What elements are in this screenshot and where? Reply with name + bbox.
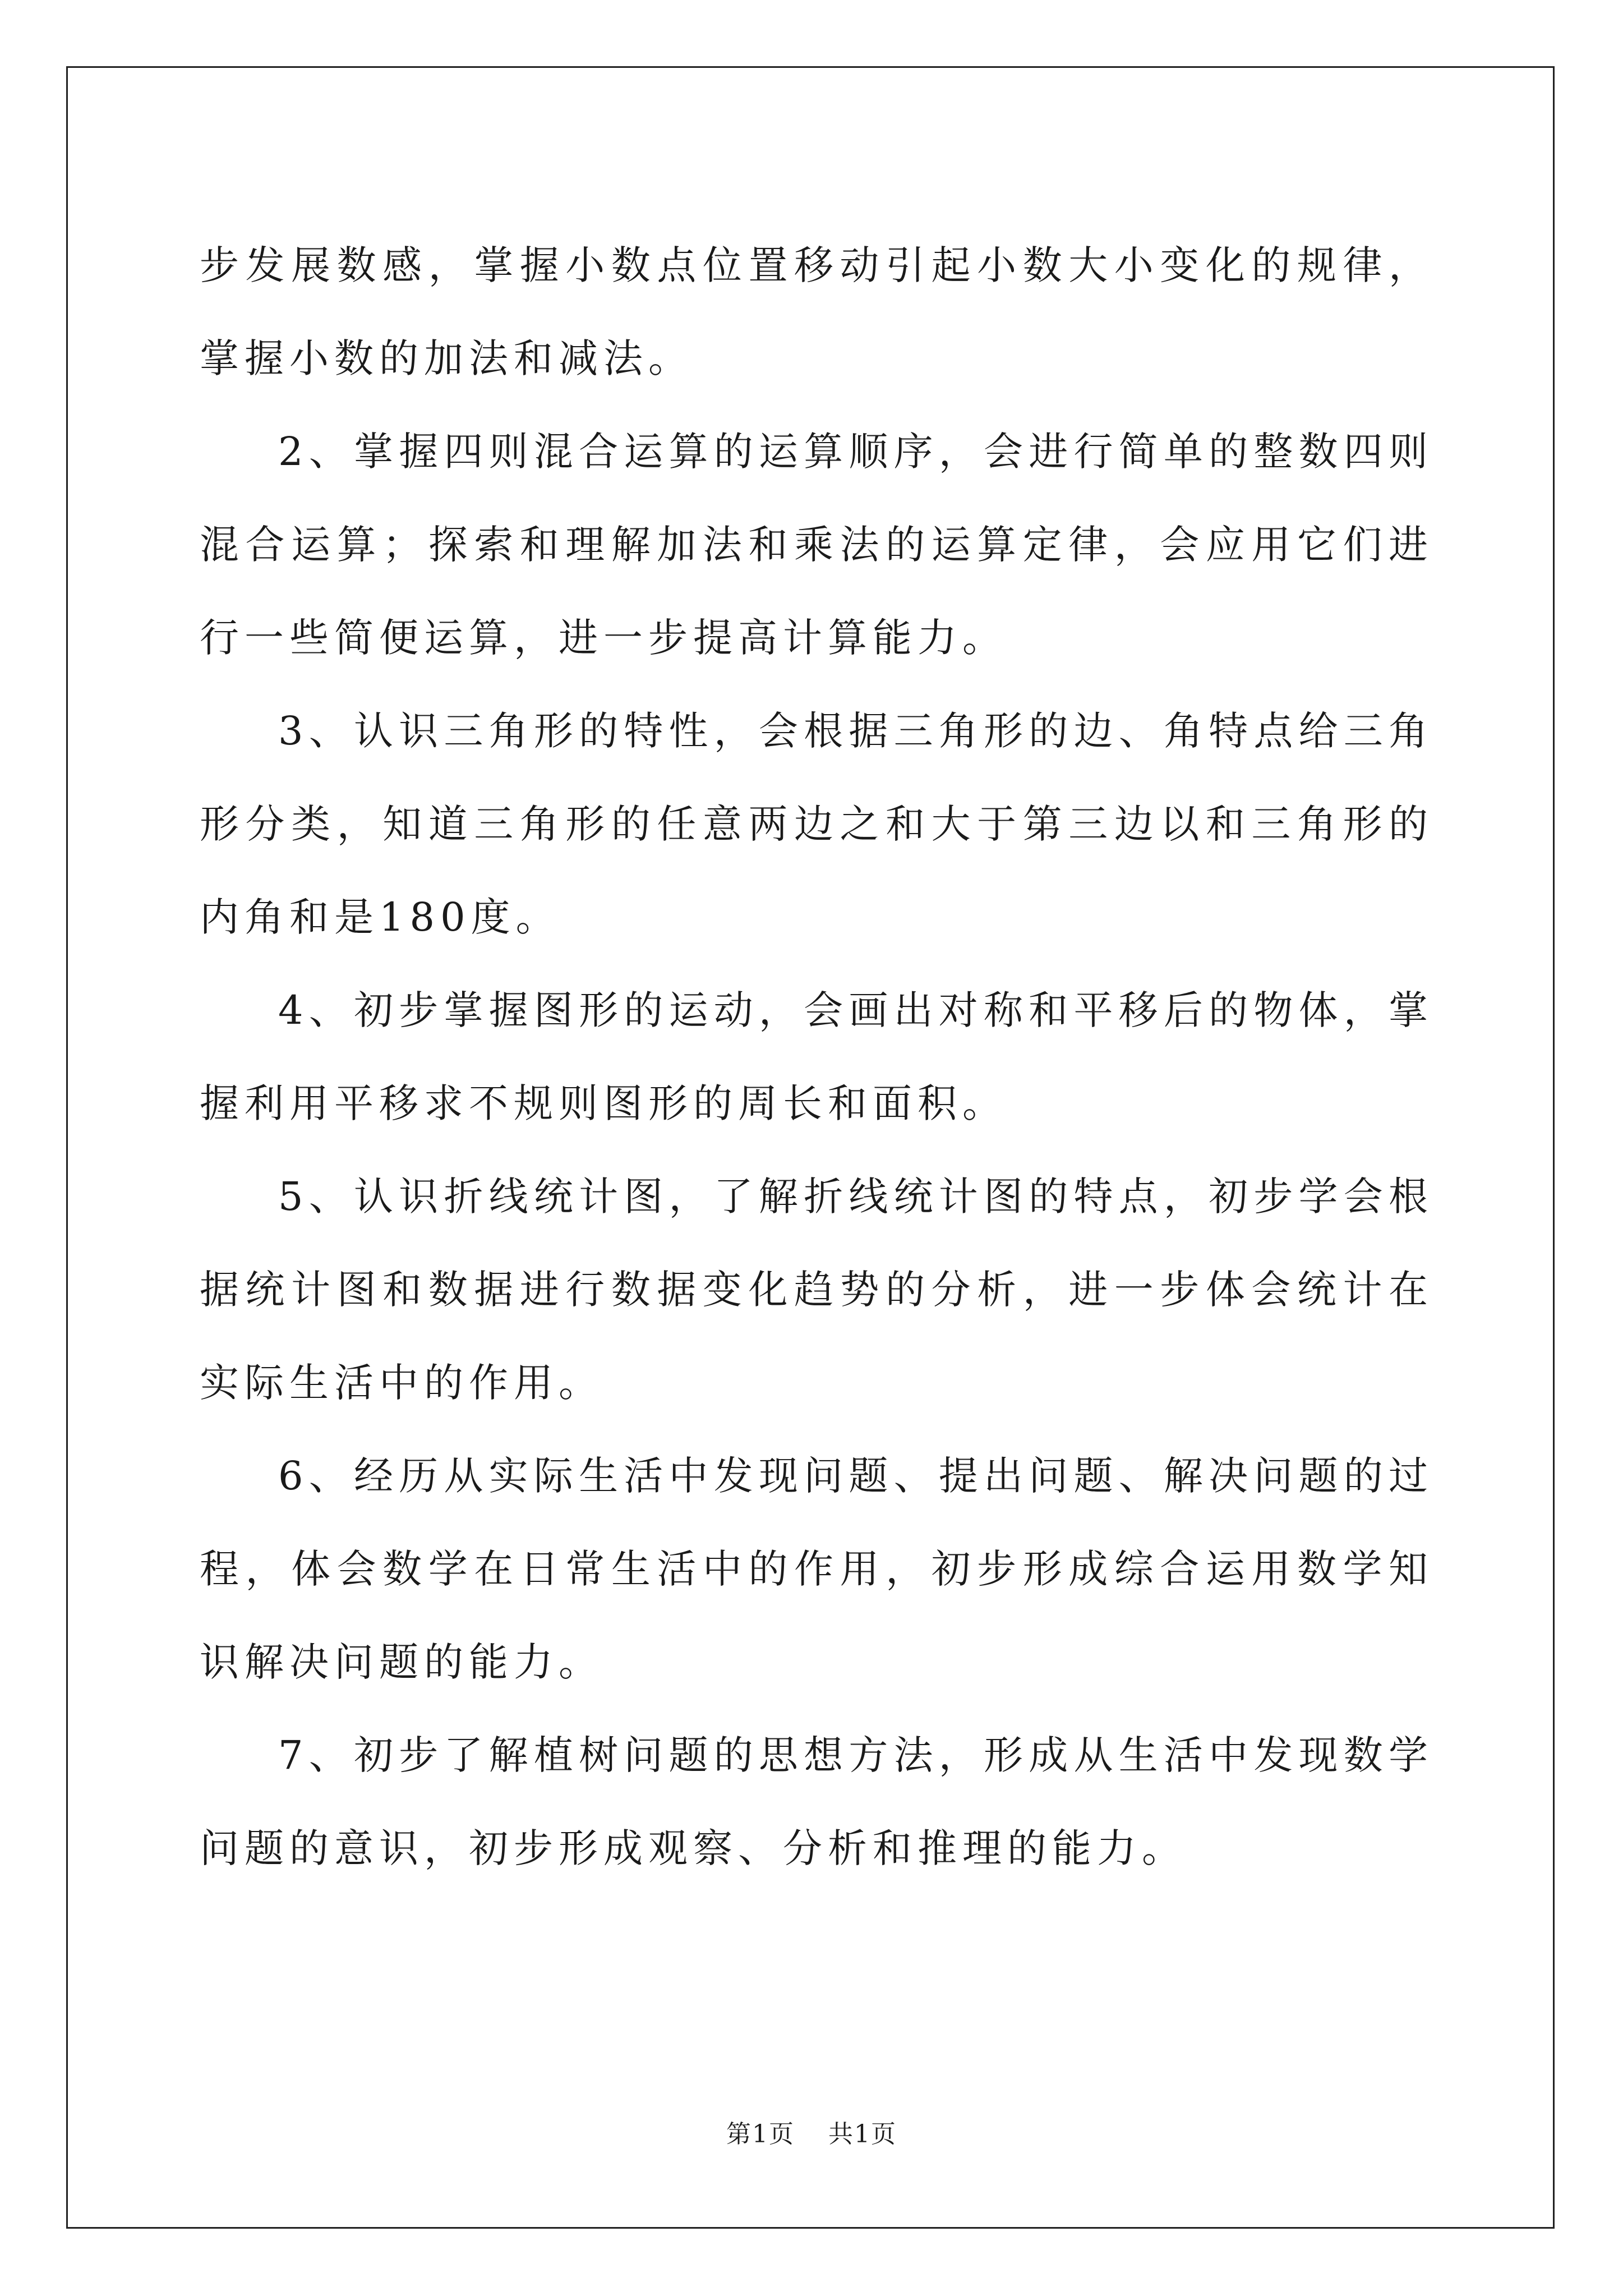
paragraph-item-7: 7、初步了解植树问题的思想方法，形成从生活中发现数学问题的意识，初步形成观察、分析和推理的能力。 <box>200 1732 1433 1871</box>
paragraph-item-5: 5、认识折线统计图，了解折线统计图的特点，初步学会根据统计图和数据进行数据变化趋势的分析，进一步体会统计在实际生活中的作用。 <box>200 1174 1433 1406</box>
document-body <box>200 219 1433 1895</box>
page-footer <box>0 2114 1623 2150</box>
paragraph-item-4: 4、初步掌握图形的运动，会画出对称和平移后的物体，掌握利用平移求不规则图形的周长和面积。 <box>200 987 1433 1126</box>
page-number: 第1页 <box>726 2120 795 2148</box>
paragraph-item-6: 6、经历从实际生活中发现问题、提出问题、解决问题的过程，体会数学在日常生活中的作用，初步形成综合运用数学知识解决问题的能力。 <box>200 1453 1433 1685</box>
paragraph-item-3: 3、认识三角形的特性，会根据三角形的边、角特点给三角形分类，知道三角形的任意两边之和大于第三边以和三角形的内角和是180度。 <box>200 708 1433 940</box>
paragraph-item-2: 2、掌握四则混合运算的运算顺序，会进行简单的整数四则混合运算；探索和理解加法和乘法的运算定律，会应用它们进行一些简便运算，进一步提高计算能力。 <box>200 429 1433 661</box>
page-total: 共1页 <box>828 2120 897 2148</box>
paragraph-continued: 步发展数感，掌握小数点位置移动引起小数大小变化的规律，掌握小数的加法和减法。 <box>200 242 1433 381</box>
